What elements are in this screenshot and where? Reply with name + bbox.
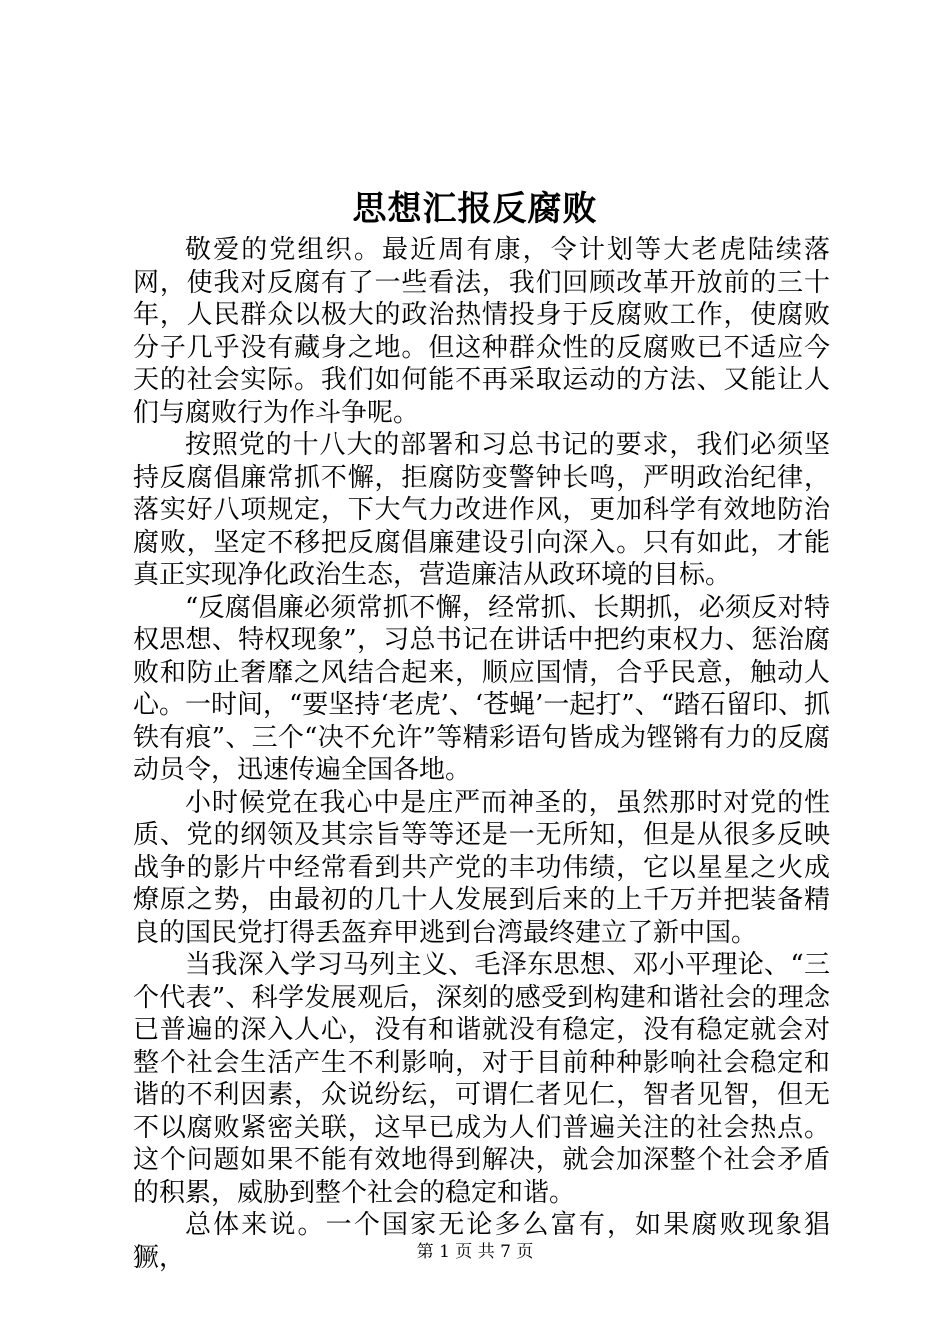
paragraph: “反腐倡廉必须常抓不懈，经常抓、长期抓，必须反对特权思想、特权现象”，习总书记在讲话中把约束权力、惩治腐败和防止奢靡之风结合起来，顺应国情，合乎民意，触动人心。一时间，“要坚持‘老虎’、‘苍蝇’一起打”、“踏石留印、抓铁有痕”、三个“决不允许”等精彩语句皆成为铿锵有力的反腐动员令，迅速传遍全国各地。 xyxy=(133,592,830,785)
paragraph: 当我深入学习马列主义、毛泽东思想、邓小平理论、“三个代表”、科学发展观后，深刻的感受到构建和谐社会的理念已普遍的深入人心，没有和谐就没有稳定，没有稳定就会对整个社会生活产生不利影响，对于目前种种影响社会稳定和谐的不利因素，众说纷纭，可谓仁者见仁，智者见智，但无不以腐败紧密关联，这早已成为人们普遍关注的社会热点。这个问题如果不能有效地得到解决，就会加深整个社会矛盾的积累，威胁到整个社会的稳定和谐。 xyxy=(133,950,830,1208)
document-body xyxy=(133,234,830,1274)
paragraph: 按照党的十八大的部署和习总书记的要求，我们必须坚持反腐倡廉常抓不懈，拒腐防变警钟长鸣，严明政治纪律，落实好八项规定，下大气力改进作风，更加科学有效地防治腐败，坚定不移把反腐倡廉建设引向深入。只有如此，才能真正实现净化政治生态，营造廉洁从政环境的目标。 xyxy=(133,430,830,590)
page-total: 共 7 页 xyxy=(477,1242,534,1262)
page-footer xyxy=(0,1240,950,1264)
paragraph: 总体来说。一个国家无论多么富有，如果腐败现象猖獗， xyxy=(133,1210,830,1273)
paragraph: 敬爱的党组织。最近周有康，令计划等大老虎陆续落网，使我对反腐有了一些看法，我们回顾改革开放前的三十年，人民群众以极大的政治热情投身于反腐败工作，使腐败分子几乎没有藏身之地。但这种群众性的反腐败已不适应今天的社会实际。我们如何能不再采取运动的方法、又能让人们与腐败行为作斗争呢。 xyxy=(133,235,830,428)
page-number: 第 1 页 xyxy=(416,1242,473,1262)
document-title: 思想汇报反腐败 xyxy=(352,189,598,229)
paragraph: 小时候党在我心中是庄严而神圣的，虽然那时对党的性质、党的纲领及其宗旨等等还是一无所知，但是从很多反映战争的影片中经常看到共产党的丰功伟绩，它以星星之火成燎原之势，由最初的几十人发展到后来的上千万并把装备精良的国民党打得丢盔弃甲逃到台湾最终建立了新中国。 xyxy=(133,787,830,948)
